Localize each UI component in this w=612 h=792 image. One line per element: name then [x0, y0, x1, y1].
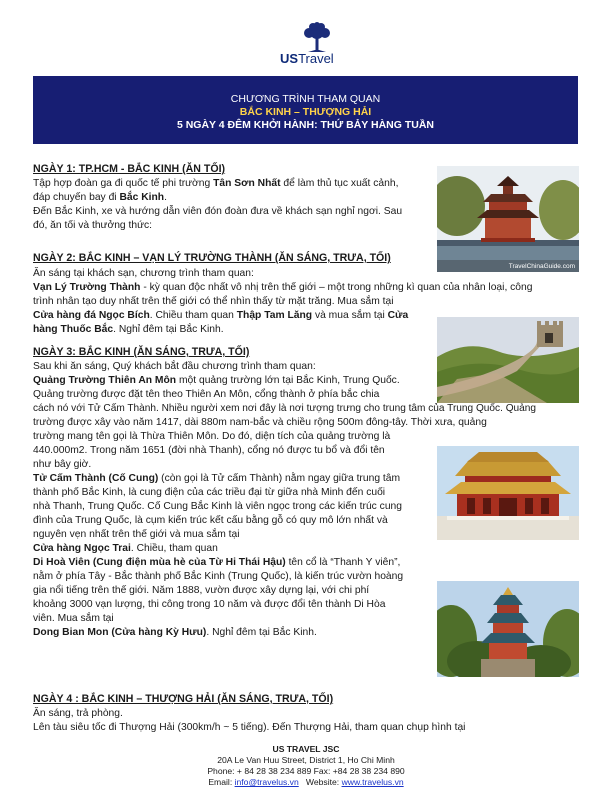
footer-website-label: Website:: [298, 777, 342, 787]
banner-line-3: 5 NGÀY 4 ĐÊM KHỞI HÀNH: THỨ BẢY HÀNG TUẦN: [176, 119, 435, 131]
footer-company: US TRAVEL JSC: [272, 744, 340, 754]
footer-email-label: Email:: [208, 777, 235, 787]
day3-forbidden-city: Tử Cấm Thành (Cố Cung): [33, 473, 159, 484]
footer-website-link[interactable]: www.travelus.vn: [341, 777, 404, 787]
day2-text: . Nghỉ đêm tại Bắc Kinh.: [113, 324, 224, 335]
day2-text: . Chiều tham quan: [149, 310, 237, 321]
photo-caption: TravelChinaGuide.com: [508, 263, 575, 270]
day3-text: nguyên vẹn nhất trên thế giới và mua sắm tại: [33, 529, 240, 540]
day2-ming-tombs: Thập Tam Lăng: [236, 310, 313, 321]
day2-jade-shop: Cửa hàng đá Ngọc Bích: [33, 310, 150, 321]
day3-text: gia nổi tiếng trên thế giới. Năm 1888, vườn được xây dựng lại, với chi phí: [33, 585, 370, 596]
day3-summer-palace: Di Hoà Viên (Cung điện mùa hè của Từ Hi Thái Hậu): [33, 557, 286, 568]
day1-destination: Bắc Kinh: [119, 192, 165, 203]
day2-text: trình nhân tạo duy nhất trên thế giới có thể nhìn thấy từ mặt trăng. Mua sắm tại: [33, 296, 394, 307]
footer-email-link[interactable]: info@travelus.vn: [234, 777, 299, 787]
pagoda-photo: [437, 166, 579, 272]
day2-text: Ăn sáng tại khách sạn, chương trình tham quan:: [33, 268, 254, 279]
banner-line-2: BẮC KINH – THƯỢNG HẢI: [239, 106, 372, 118]
day1-body: [33, 177, 433, 233]
day2-great-wall: Vạn Lý Trường Thành: [33, 282, 141, 293]
day4-heading: NGÀY 4 : BẮC KINH – THƯỢNG HẢI (ĂN SÁNG, TRƯA, TỐI): [33, 693, 334, 705]
day3-text: thành phố Bắc Kinh, là cung điện của các triều đại từ giữa nhà Minh đến cuối: [33, 487, 386, 498]
day1-text: đó, ăn tối và thưởng thức:: [33, 220, 152, 231]
day3-text: đình của Trung Quốc, là cụm kiến trúc kết cấu bằng gỗ có quy mô lớn nhất và: [33, 515, 388, 526]
us-travel-logo: [262, 22, 372, 70]
day3-text: cách nó với Tử Cấm Thành. Nhiều người xem nơi đây là nơi tượng trưng cho trung tâm của Trung Quốc. Quảng: [33, 403, 536, 414]
day3-text: Quảng trường được đặt tên theo Thiên An Môn, cổng thành ở phía bắc chia: [33, 389, 380, 400]
day1-text: đáp chuyến bay đi: [33, 192, 120, 203]
day3-text: tên cổ là “Thanh Y viên”,: [285, 557, 401, 568]
day3-text: nhà Thanh, Trung Quốc. Cố Cung Bắc Kinh là viên ngọc trong các kiến trúc cung: [33, 501, 403, 512]
day2-heading: NGÀY 2: BẮC KINH – VẠN LÝ TRƯỜNG THÀNH (ĂN SÁNG, TRƯA, TỐI): [33, 252, 391, 264]
day1-text: Tập hợp đoàn ga đi quốc tế phi trường: [33, 178, 214, 189]
day2-medicine-shop: hàng Thuốc Bắc: [33, 324, 114, 335]
day3-text: Sau khi ăn sáng, Quý khách bắt đầu chương trình tham quan:: [33, 361, 316, 372]
day3-text: . Chiều, tham quan: [130, 543, 218, 554]
day3-text: một quảng trường lớn tại Bắc Kinh, Trung Quốc.: [176, 375, 400, 386]
day2-body: [33, 267, 578, 337]
day1-text: để làm thủ tục xuất cảnh,: [280, 178, 399, 189]
logo-travel-text: Travel: [298, 51, 334, 66]
day4-text: Lên tàu siêu tốc đi Thượng Hải (300km/h ~ 5 tiếng). Đến Thượng Hải, tham quan chụp hình tại: [33, 722, 466, 733]
day3-text: trường mang tên gọi là Thừa Thiên Môn. Do đó, diện tích của quảng trường là: [33, 431, 391, 442]
logo-us-text: US: [280, 51, 299, 66]
tree-icon: [262, 22, 372, 52]
day4-body: [33, 707, 578, 735]
day1-text: .: [164, 192, 167, 203]
day3-text: trường được xây vào năm 1417, dài 880m nam-bắc và chiều rộng 500m đông-tây. Thời xưa, quảng: [33, 417, 487, 428]
day3-pearl-shop: Cửa hàng Ngọc Trai: [33, 543, 131, 554]
day1-airport: Tân Sơn Nhất: [213, 178, 281, 189]
day2-medicine-shop: Cửa: [387, 310, 409, 321]
footer-address: 20A Le Van Huu Street, District 1, Ho Chi Minh: [217, 755, 395, 765]
day3-text: nằm ở phía Tây - Bắc thành phố Bắc Kinh (Trung Quốc), là kiến trúc vườn hoàng: [33, 571, 404, 582]
day3-text: như bây giờ.: [33, 459, 92, 470]
footer: [0, 744, 612, 788]
day2-text: - kỳ quan độc nhất vô nhị trên thế giới – một trong những kì quan của nhân loại, công: [140, 282, 533, 293]
day2-text: và mua sắm tại: [312, 310, 388, 321]
day1-heading: NGÀY 1: TP.HCM - BẮC KINH (ĂN TỐI): [33, 163, 226, 175]
day3-tiananmen: Quảng Trường Thiên An Môn: [33, 375, 177, 386]
day4-text: Ăn sáng, trả phòng.: [33, 708, 123, 719]
day3-text: khoảng 3000 vạn lượng, thi công trong 10 năm và được đổi tên thành Di Hòa: [33, 599, 386, 610]
title-banner: [33, 76, 578, 144]
banner-line-1: CHƯƠNG TRÌNH THAM QUAN: [230, 93, 381, 105]
day3-heading: NGÀY 3: BẮC KINH (ĂN SÁNG, TRƯA, TỐI): [33, 346, 250, 358]
day3-body: [33, 360, 578, 640]
day3-text: . Nghỉ đêm tại Bắc Kinh.: [206, 627, 317, 638]
day3-text: 440.000m2. Trong năm 1651 (đời nhà Thanh), cổng nó được tu bổ và đổi tên: [33, 445, 385, 456]
day1-text: Đến Bắc Kinh, xe và hướng dẫn viên đón đoàn đưa về khách sạn nghỉ ngơi. Sau: [33, 206, 403, 217]
day3-dong-bian-mon: Dong Bian Mon (Cửa hàng Kỳ Hưu): [33, 627, 207, 638]
day3-text: (còn gọi là Tử cấm Thành) nằm ngay giữa trung tâm: [158, 473, 401, 484]
day3-text: viên. Mua sắm tại: [33, 613, 114, 624]
footer-phone: Phone: + 84 28 38 234 889 Fax: +84 28 38 234 890: [207, 766, 405, 776]
